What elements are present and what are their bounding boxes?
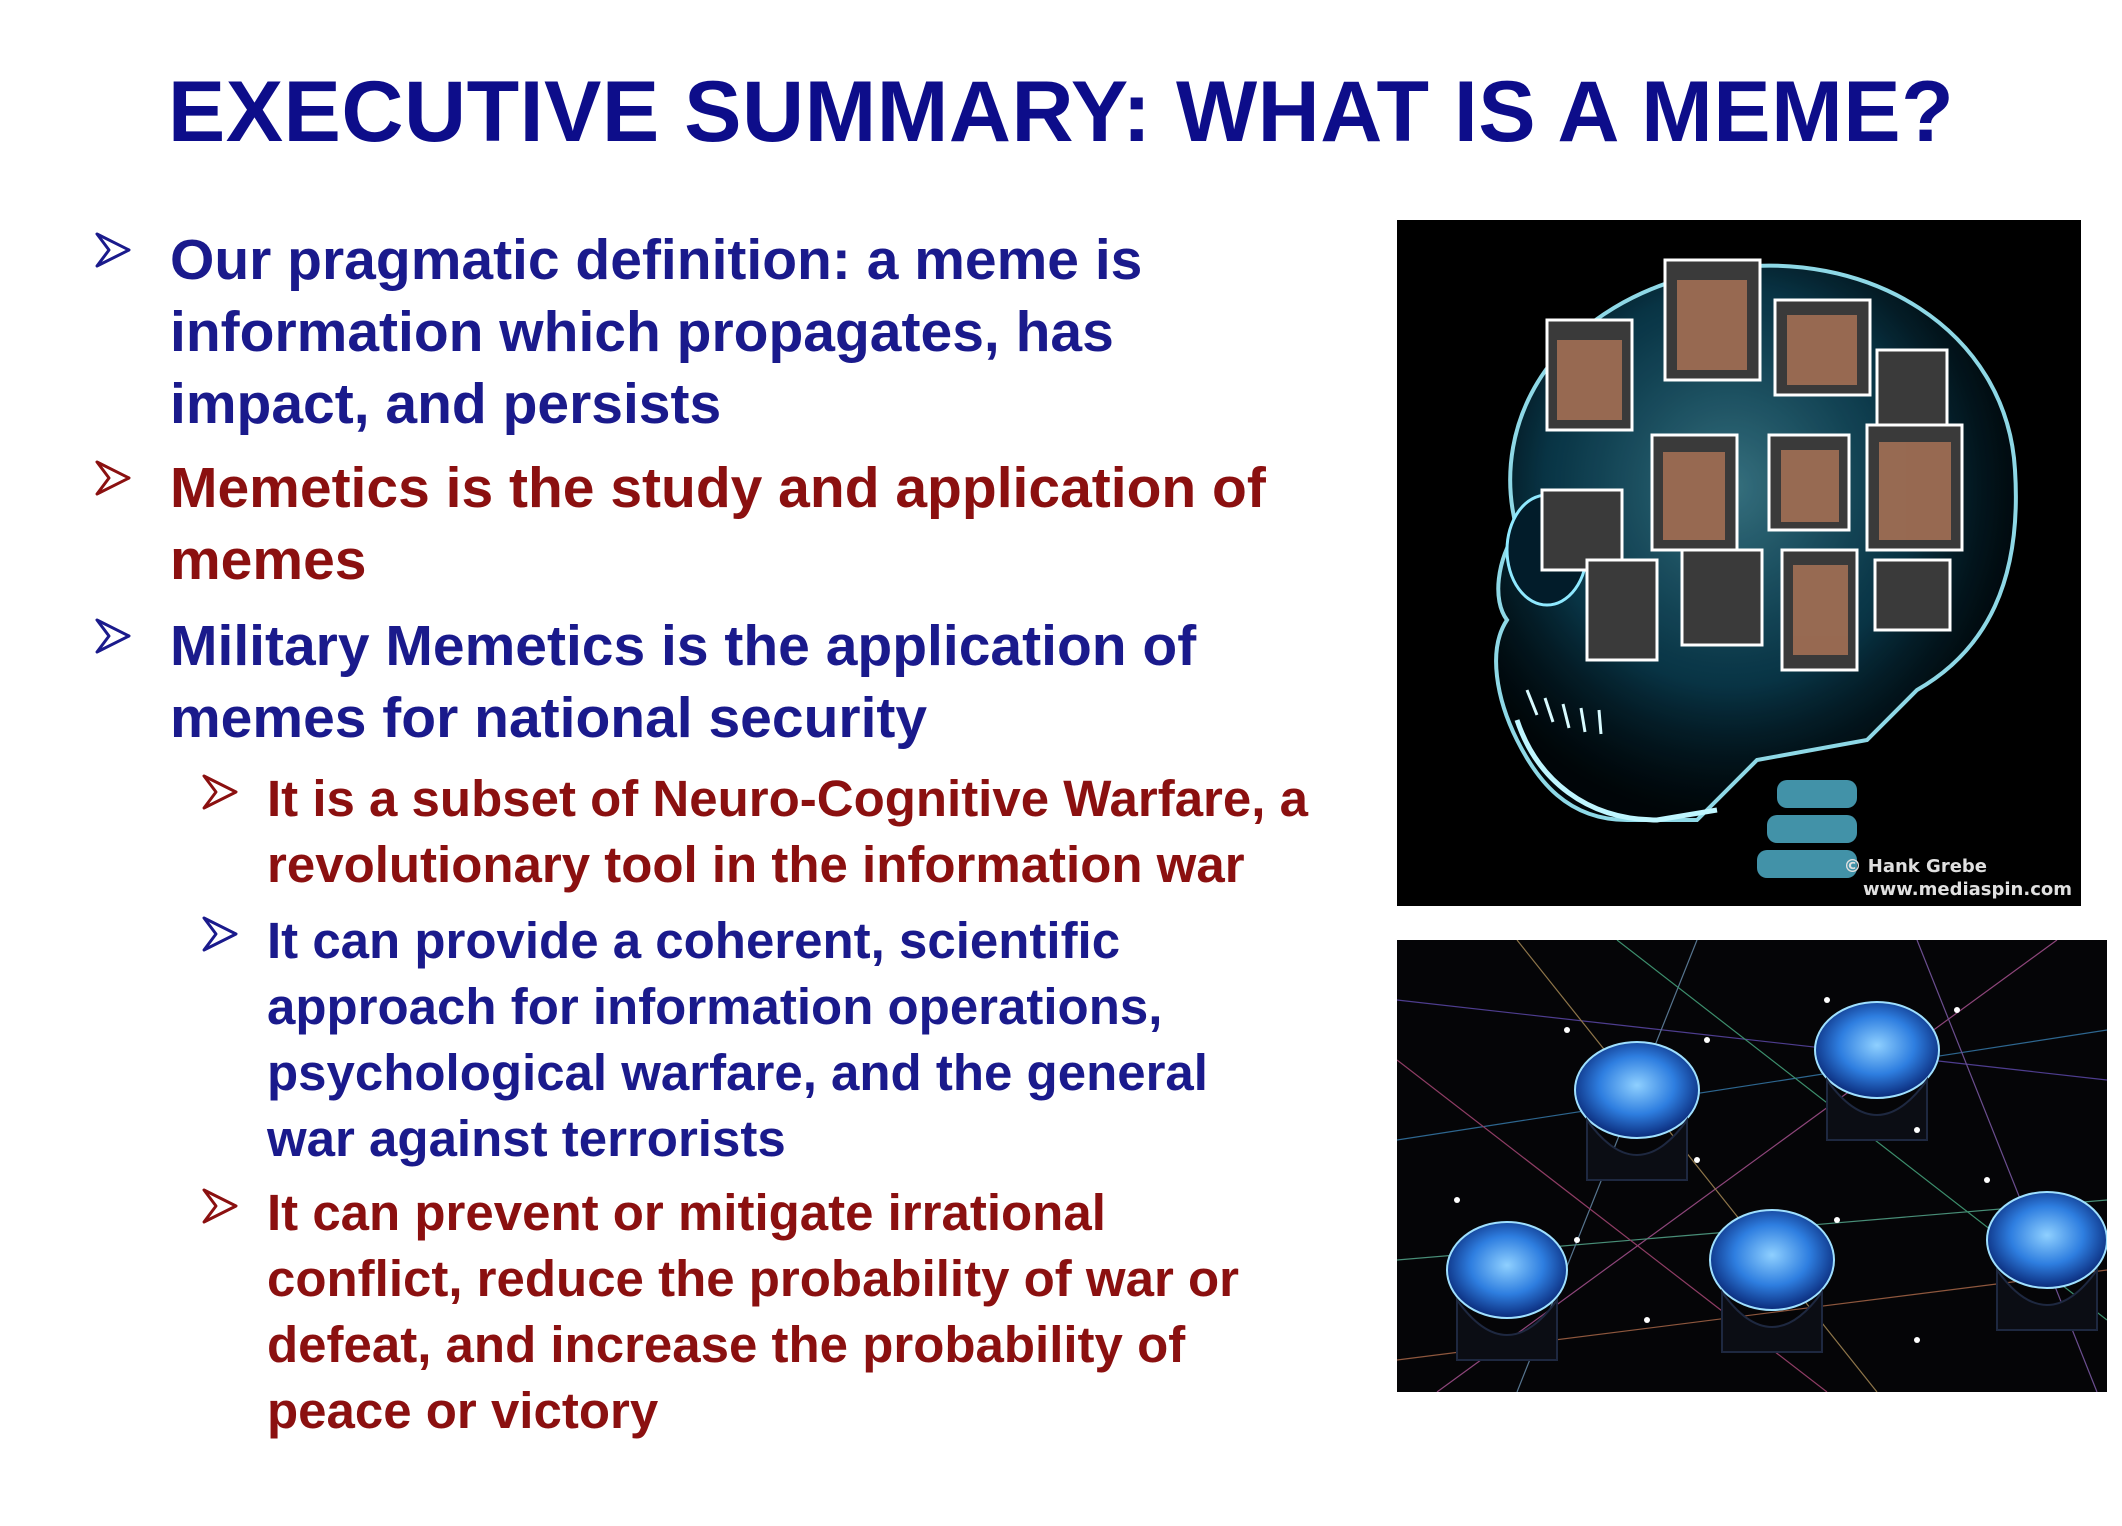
brain-network-illustration (1397, 940, 2107, 1392)
xray-skull-image (1397, 220, 2081, 906)
xray-skull-illustration (1397, 220, 2081, 906)
arrow-bullet-icon (200, 1186, 240, 1226)
bullet-text: It can prevent or mitigate irrational conflict, reduce the probability of war or defeat, and increase the probability of peace or victory (267, 1184, 1239, 1439)
arrow-bullet-icon (200, 772, 240, 812)
bullet-text: Military Memetics is the application of memes for national security (170, 614, 1197, 750)
arrow-bullet-icon (93, 616, 133, 656)
image-credit-url: www.mediaspin.com (1863, 879, 2072, 900)
image-credit-name: © Hank Grebe (1843, 856, 1987, 877)
bullet-text: Memetics is the study and application of memes (170, 456, 1266, 592)
arrow-bullet-icon (93, 458, 133, 498)
arrow-bullet-icon (200, 914, 240, 954)
slide-title: EXECUTIVE SUMMARY: WHAT IS A MEME? (167, 64, 1955, 160)
bullet-text: Our pragmatic definition: a meme is information which propagates, has impact, and persists (170, 228, 1143, 436)
arrow-bullet-icon (93, 230, 133, 270)
brain-network-image (1397, 940, 2107, 1392)
bullet-text: It is a subset of Neuro-Cognitive Warfare, a revolutionary tool in the information war (267, 770, 1308, 893)
bullet-text: It can provide a coherent, scientific approach for information operations, psychological warfare, and the general war against terrorists (267, 912, 1208, 1167)
